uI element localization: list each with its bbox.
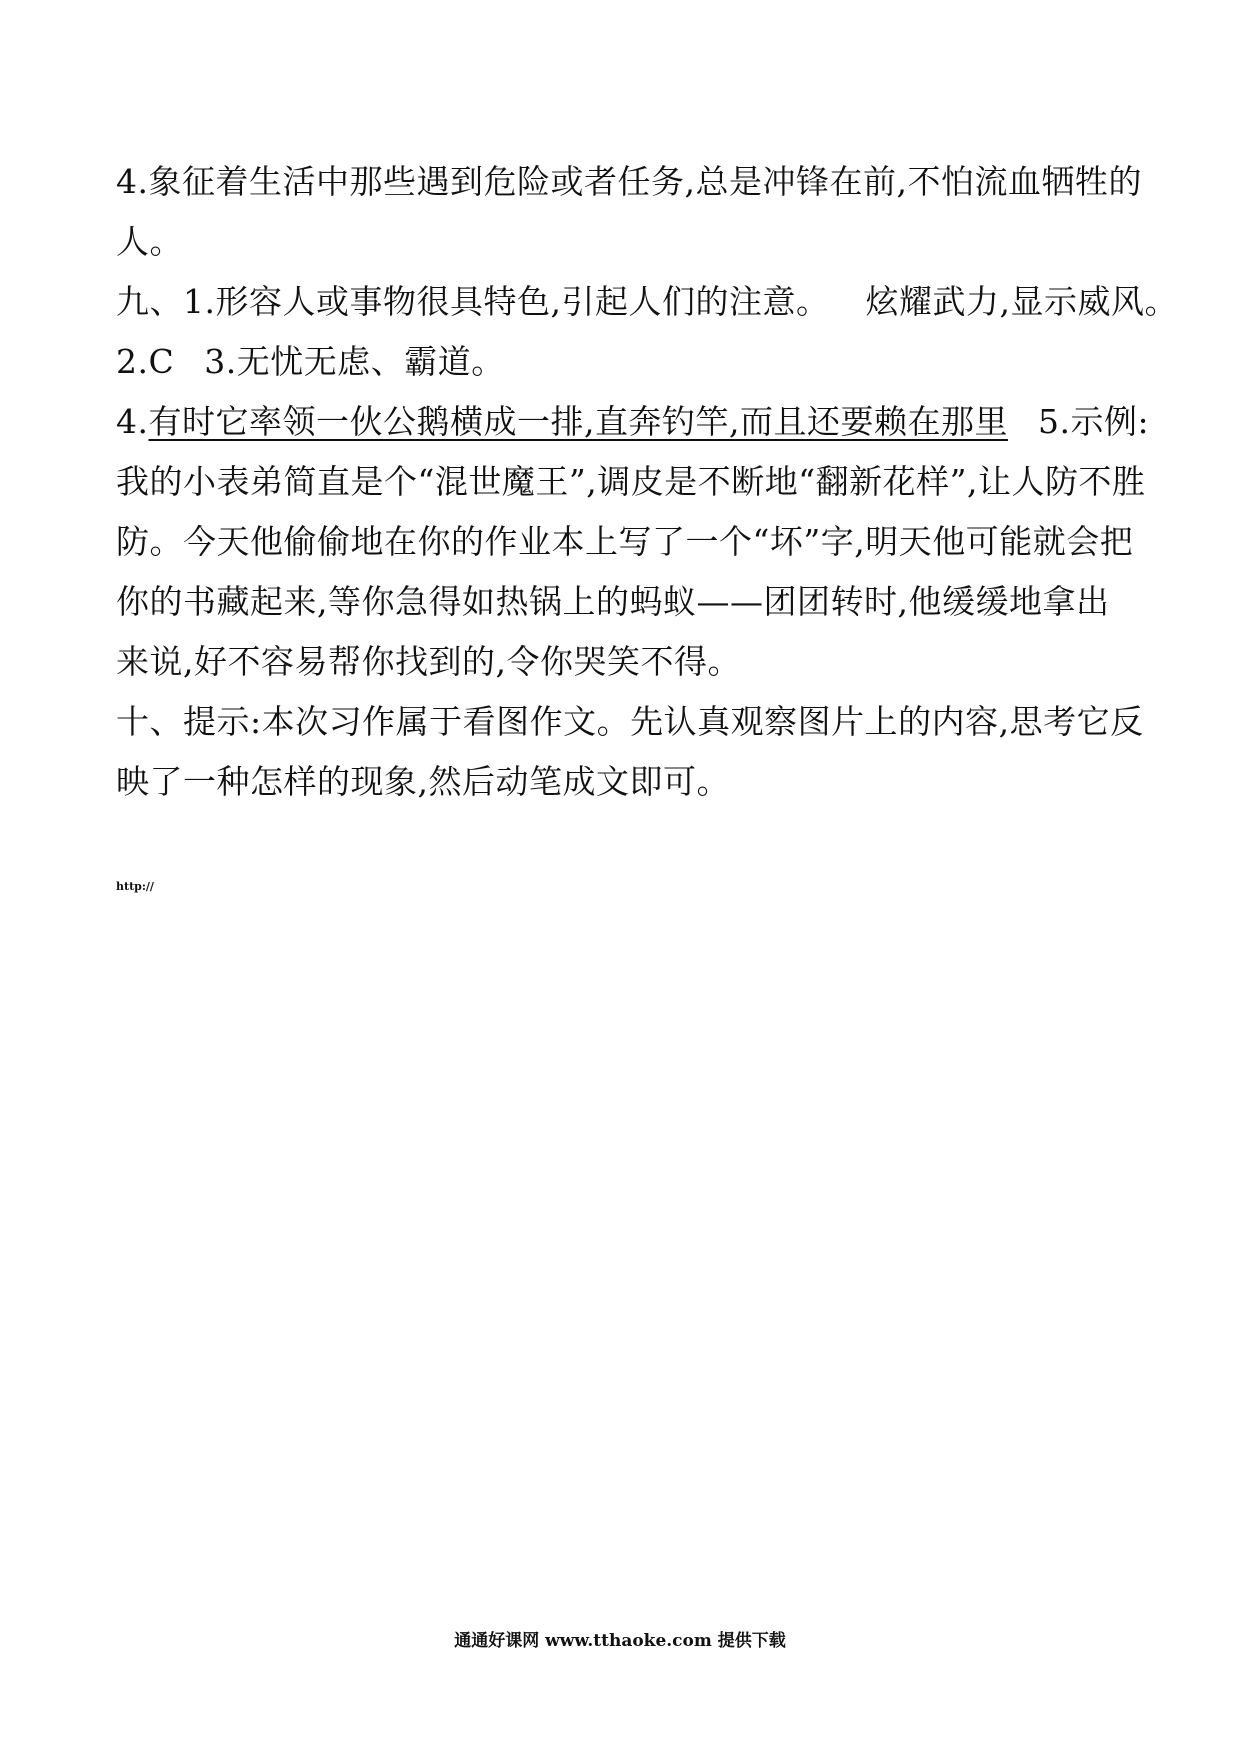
answer-text-block bbox=[116, 152, 1178, 812]
answer-text: 炫耀武力,显示威风。 bbox=[865, 282, 1178, 321]
answer-text: 九、1.形容人或事物很具特色,引起人们的注意。 bbox=[116, 282, 830, 321]
answer-line bbox=[116, 452, 1146, 512]
answer-text: 来说,好不容易帮你找到的,令你哭笑不得。 bbox=[116, 642, 741, 681]
url-text: http:// bbox=[116, 880, 154, 893]
answer-text: 映了一种怎样的现象,然后动笔成文即可。 bbox=[116, 762, 730, 801]
answer-line bbox=[116, 212, 1136, 272]
answer-text: 4. bbox=[116, 402, 149, 441]
answer-line bbox=[116, 152, 1142, 212]
answer-line bbox=[116, 272, 1178, 332]
answer-line bbox=[116, 752, 1136, 812]
answer-line bbox=[116, 332, 1136, 392]
answer-line bbox=[116, 392, 1150, 452]
answer-line bbox=[116, 692, 1144, 752]
answer-line bbox=[116, 572, 1136, 632]
answer-text: 十、提示:本次习作属于看图作文。先认真观察图片上的内容,思考它反 bbox=[116, 702, 1144, 741]
underlined-answer: 有时它率领一伙公鹅横成一排,直奔钓竿,而且还要赖在那里 bbox=[148, 402, 1008, 441]
answer-line bbox=[116, 512, 1136, 572]
answer-text: 防。今天他偷偷地在你的作业本上写了一个“坏”字,明天他可能就会把 bbox=[116, 522, 1134, 561]
answer-text: 你的书藏起来,等你急得如热锅上的蚂蚁——团团转时,他缓缓地拿出 bbox=[116, 582, 1110, 621]
footer-text: 通通好课网 www.tthaoke.com 提供下载 bbox=[454, 1631, 786, 1651]
answer-text: 我的小表弟简直是个“混世魔王”,调皮是不断地“翻新花样”,让人防不胜 bbox=[116, 462, 1146, 501]
answer-text: 人。 bbox=[116, 222, 183, 261]
answer-text: 4.象征着生活中那些遇到危险或者任务,总是冲锋在前,不怕流血牺牲的 bbox=[116, 162, 1142, 201]
answer-line bbox=[116, 632, 1136, 692]
answer-text: 5.示例: bbox=[1037, 402, 1150, 441]
answer-text: 3.无忧无虑、霸道。 bbox=[204, 342, 505, 381]
answer-text: 2.C bbox=[116, 342, 175, 381]
